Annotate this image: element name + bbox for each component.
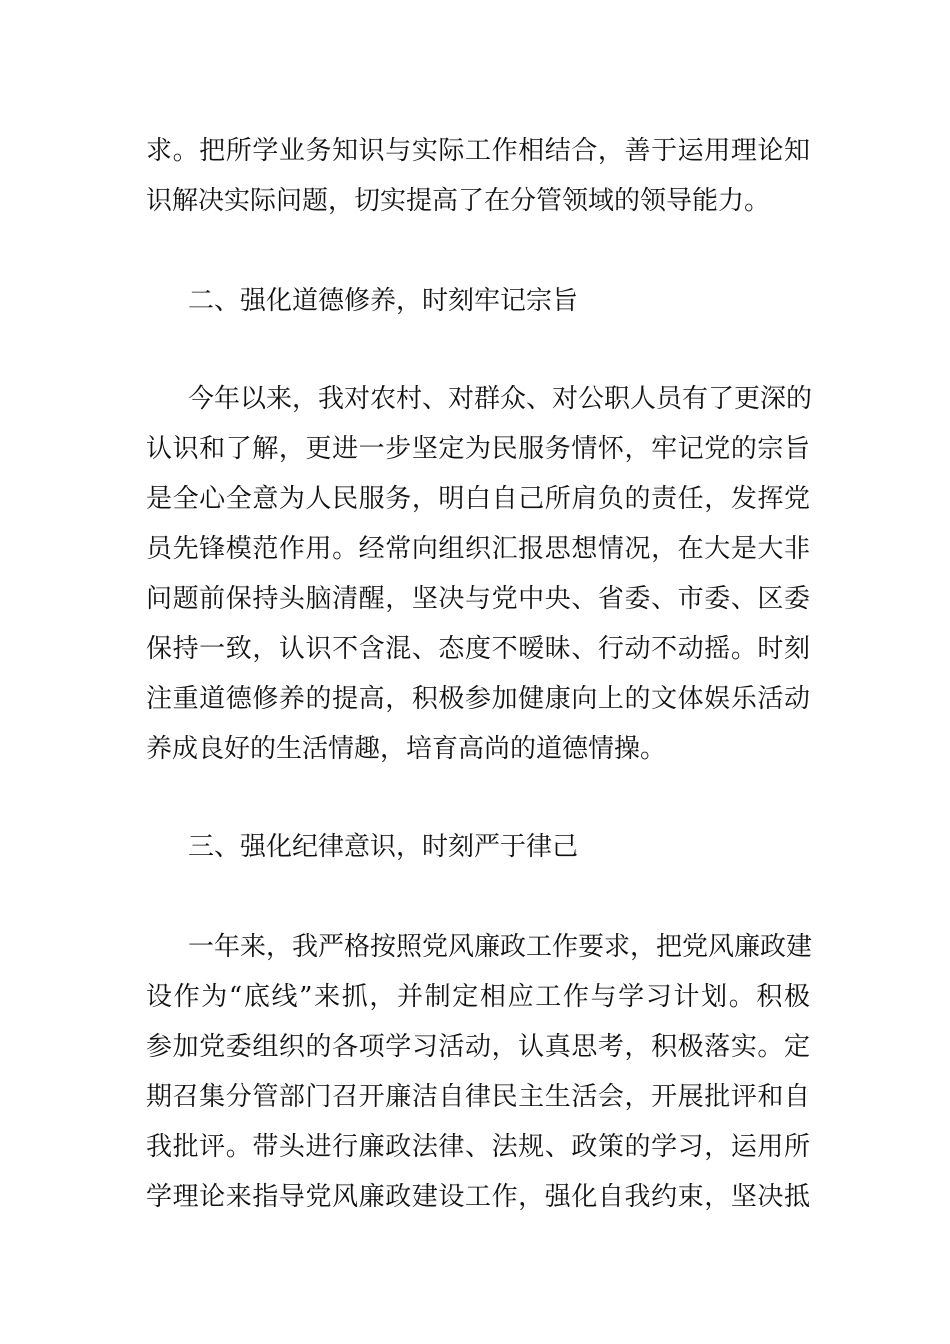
paragraph-3-line-3: 参加党委组织的各项学习活动，认真思考，积极落实。定	[146, 1032, 810, 1062]
paragraph-3-line-4: 期召集分管部门召开廉洁自律民主生活会，开展批评和自	[146, 1082, 810, 1112]
paragraph-3-line-2: 设作为“底线”来抓，并制定相应工作与学习计划。积极	[146, 982, 810, 1012]
paragraph-2-line-2: 认识和了解，更进一步坚定为民服务情怀，牢记党的宗旨	[146, 434, 810, 464]
paragraph-2-line-5: 问题前保持头脑清醒，坚决与党中央、省委、市委、区委	[146, 584, 810, 614]
paragraph-2-line-4: 员先锋模范作用。经常向组织汇报思想情况，在大是大非	[146, 534, 810, 564]
paragraph-2-line-7: 注重道德修养的提高，积极参加健康向上的文体娱乐活动	[146, 684, 810, 714]
paragraph-1-line-2: 识解决实际问题，切实提高了在分管领域的领导能力。	[146, 186, 771, 216]
paragraph-2-line-3: 是全心全意为人民服务，明白自己所肩负的责任，发挥党	[146, 484, 810, 514]
paragraph-3-line-6: 学理论来指导党风廉政建设工作，强化自我约束，坚决抵	[146, 1182, 810, 1212]
paragraph-1-line-1: 求。把所学业务知识与实际工作相结合，善于运用理论知	[146, 136, 810, 166]
paragraph-3-line-5: 我批评。带头进行廉政法律、法规、政策的学习，运用所	[146, 1132, 810, 1162]
paragraph-3-line-1: 一年来，我严格按照党风廉政工作要求，把党风廉政建	[188, 932, 813, 962]
paragraph-2-line-1: 今年以来，我对农村、对群众、对公职人员有了更深的	[188, 384, 813, 414]
paragraph-2-line-8: 养成良好的生活情趣，培育高尚的道德情操。	[146, 734, 667, 764]
section-heading-2: 二、强化道德修养，时刻牢记宗旨	[188, 286, 579, 316]
paragraph-2-line-6: 保持一致，认识不含混、态度不暧昧、行动不动摇。时刻	[146, 634, 810, 664]
section-heading-3: 三、强化纪律意识，时刻严于律己	[188, 832, 579, 862]
